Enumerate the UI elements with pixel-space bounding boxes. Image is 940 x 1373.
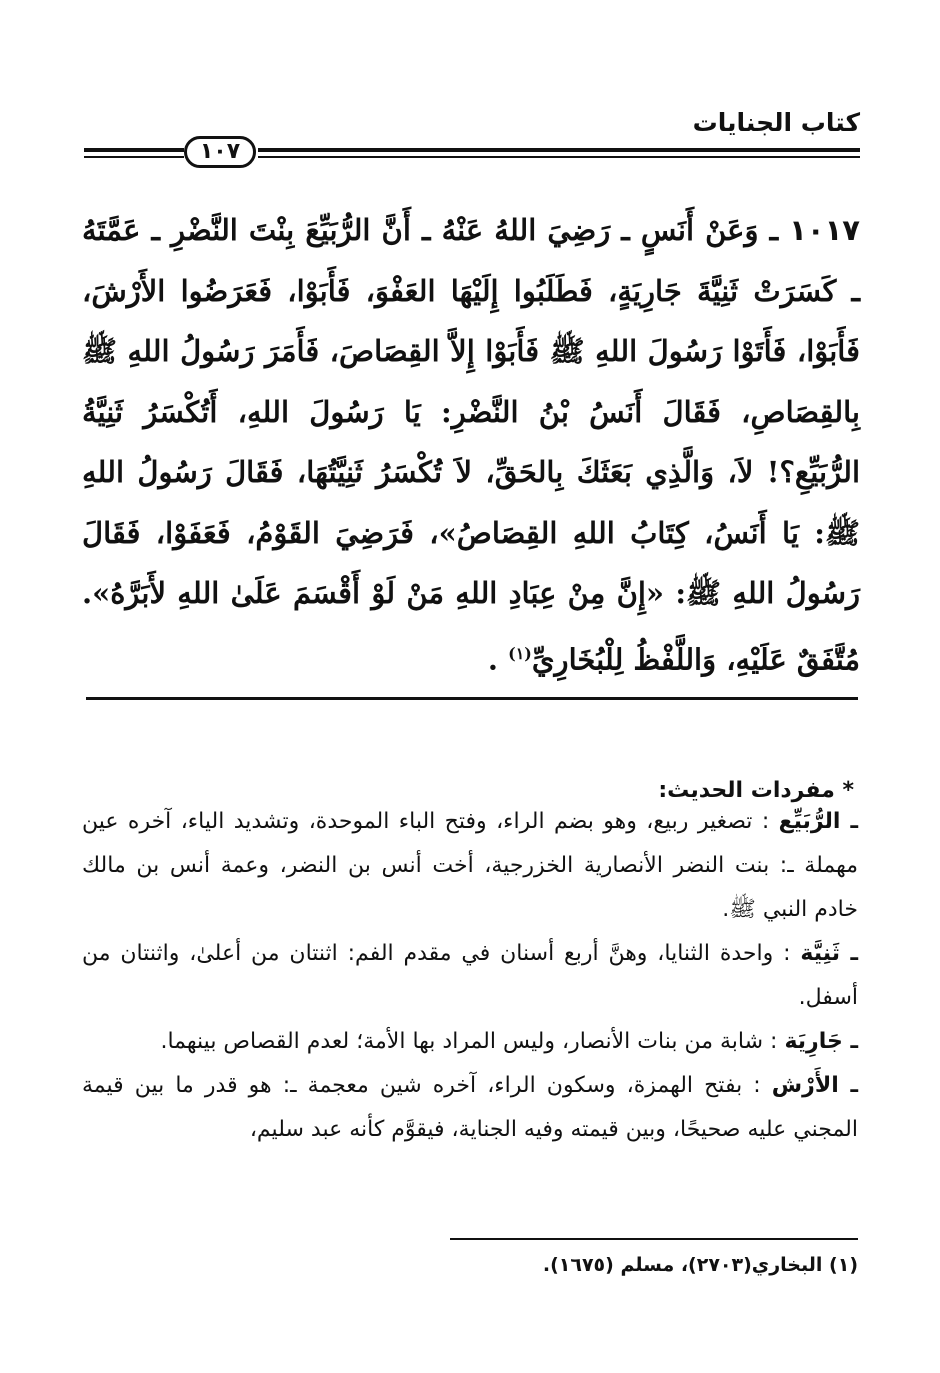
vocab-list (82, 800, 858, 1152)
vocab-item (82, 1064, 858, 1152)
vocab-term: ـ الرُّبَيِّع (778, 809, 858, 834)
vocab-definition: : واحدة الثنايا، وهنَّ أربع أسنان في مقدم الفم: اثنتان من أعلىٰ، واثنتان من أسفل. (82, 941, 858, 1010)
vocab-definition: : شابة من بنات الأنصار، وليس المراد بها الأمة؛ لعدم القصاص بينهما. (160, 1029, 778, 1054)
vocab-definition: : بفتح الهمزة، وسكون الراء، آخره شين معجمة ـ: هو قدر ما بين قيمة المجني عليه صحيحًا، وبين قيمته وفيه الجناية، فيقوَّم كأنه عبد سليم، (82, 1073, 858, 1142)
footnote: (١) البخاري(٢٧٠٣)، مسلم (١٦٧٥). (542, 1254, 858, 1276)
header-rule (258, 148, 860, 152)
vocab-term: ـ الأَرْش (771, 1073, 859, 1098)
header-rule-left (84, 148, 184, 152)
vocab-definition: : تصغير ربيع، وهو بضم الراء، وفتح الباء الموحدة، وتشديد الياء، آخره عين مهملة ـ: بنت النضر الأنصارية الخزرجية، أخت أنس بن النضر، وعمة أنس بن مالك خادم النبي ﷺ. (82, 809, 858, 922)
footnote-ref: (١) (508, 643, 532, 663)
vocab-item (82, 800, 858, 932)
footnote-rule (450, 1238, 858, 1240)
hadith-number: ١٠١٧ (789, 213, 860, 247)
hadith-end-mark: . (487, 642, 498, 677)
vocab-item (82, 1020, 858, 1064)
section-divider (86, 697, 858, 700)
hadith-paragraph (82, 200, 860, 690)
vocab-term: ـ ثَنِيَّة (800, 941, 858, 966)
page-number: ١٠٧ (184, 136, 256, 168)
vocab-term: ـ جَارِيَة (784, 1029, 858, 1054)
vocab-heading: * مفردات الحديث: (658, 778, 854, 803)
vocab-item (82, 932, 858, 1020)
hadith-text: وَعَنْ أَنَسٍ ـ رَضِيَ اللهُ عَنْهُ ـ أَنَّ الرُّبَيِّعَ بِنْتَ النَّضْرِ ـ عَمَّتَهُ ـ كَسَرَتْ ثَنِيَّةَ جَارِيَةٍ، فَطَلَبُوا إِلَيْهَا العَفْوَ، فَأَبَوْا، فَعَرَضُوا الأَرْشَ، فَأَبَوْا، فَأَتَوْا رَسُولَ اللهِ ﷺ فَأَبَوْا إِلاَّ القِصَاصَ، فَأَمَرَ رَسُولُ اللهِ ﷺ بِالقِصَاصِ، فَقَالَ أَنَسُ بْنُ النَّضْرِ: يَا رَسُولَ اللهِ، أَتُكْسَرُ ثَنِيَّةُ الرُّبَيِّعِ؟! لاَ، وَالَّذِي بَعَثَكَ بِالحَقِّ، لاَ تُكْسَرُ ثَنِيَّتُهَا، فَقَالَ رَسُولُ اللهِ ﷺ: يَا أَنَسُ، كِتَابُ اللهِ القِصَاصُ»، فَرَضِيَ القَوْمُ، فَعَفَوْا، فَقَالَ رَسُولُ اللهِ ﷺ: «إِنَّ مِنْ عِبَادِ اللهِ مَنْ لَوْ أَقْسَمَ عَلَىٰ اللهِ لأَبَرَّهُ». مُتَّفَقٌ عَلَيْهِ، وَاللَّفْظُ لِلْبُخَارِيِّ (82, 213, 860, 677)
running-title: كتاب الجنايات (692, 108, 860, 137)
header-rule-thin (258, 156, 860, 158)
header-rule-left-thin (84, 156, 184, 158)
hadith-dash: ـ (769, 213, 779, 247)
